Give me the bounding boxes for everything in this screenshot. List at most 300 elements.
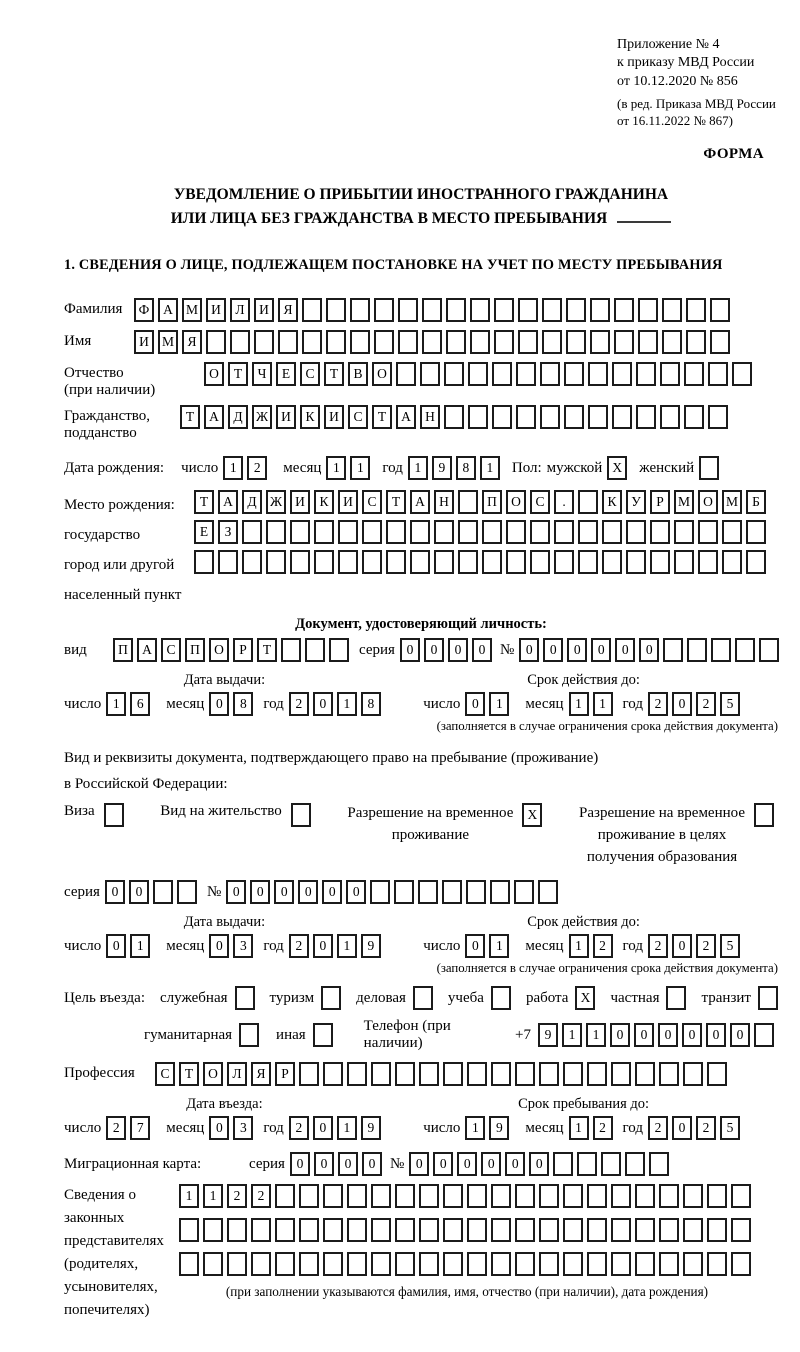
- char-cell[interactable]: Д: [242, 490, 262, 514]
- char-cell[interactable]: [587, 1062, 607, 1086]
- char-cell[interactable]: [374, 298, 394, 322]
- char-cell[interactable]: [491, 1218, 511, 1242]
- char-cell[interactable]: [602, 550, 622, 574]
- char-cell[interactable]: 1: [569, 692, 589, 716]
- char-cell[interactable]: [290, 550, 310, 574]
- char-cell[interactable]: [515, 1184, 535, 1208]
- char-cell[interactable]: [467, 1218, 487, 1242]
- char-cell[interactable]: 1: [179, 1184, 199, 1208]
- char-cell[interactable]: [518, 330, 538, 354]
- char-cell[interactable]: 0: [465, 692, 485, 716]
- char-cell[interactable]: 0: [481, 1152, 501, 1176]
- char-cell[interactable]: [564, 405, 584, 429]
- char-cell[interactable]: [746, 520, 766, 544]
- char-cell[interactable]: [614, 330, 634, 354]
- char-cell[interactable]: П: [482, 490, 502, 514]
- char-cell[interactable]: 6: [130, 692, 150, 716]
- char-cell[interactable]: 2: [696, 1116, 716, 1140]
- char-cell[interactable]: [516, 362, 536, 386]
- char-cell[interactable]: .: [554, 490, 574, 514]
- char-cell[interactable]: [203, 1252, 223, 1276]
- char-cell[interactable]: [707, 1218, 727, 1242]
- char-cell[interactable]: [539, 1252, 559, 1276]
- char-cell[interactable]: [711, 638, 731, 662]
- char-cell[interactable]: [731, 1252, 751, 1276]
- char-cell[interactable]: Т: [257, 638, 277, 662]
- char-cell[interactable]: И: [324, 405, 344, 429]
- char-cell[interactable]: [554, 520, 574, 544]
- char-cell[interactable]: [590, 298, 610, 322]
- char-cell[interactable]: 1: [337, 692, 357, 716]
- char-cell[interactable]: [710, 298, 730, 322]
- char-cell[interactable]: [492, 405, 512, 429]
- char-cell[interactable]: 0: [338, 1152, 358, 1176]
- char-cell[interactable]: Т: [324, 362, 344, 386]
- char-cell[interactable]: А: [218, 490, 238, 514]
- char-cell[interactable]: [302, 330, 322, 354]
- char-cell[interactable]: 1: [106, 692, 126, 716]
- purpose-opt-work-checkbox[interactable]: X: [575, 986, 595, 1010]
- char-cell[interactable]: [482, 550, 502, 574]
- char-cell[interactable]: [638, 330, 658, 354]
- char-cell[interactable]: Ж: [266, 490, 286, 514]
- char-cell[interactable]: [698, 550, 718, 574]
- char-cell[interactable]: 0: [472, 638, 492, 662]
- char-cell[interactable]: 0: [543, 638, 563, 662]
- char-cell[interactable]: [290, 520, 310, 544]
- char-cell[interactable]: [299, 1062, 319, 1086]
- char-cell[interactable]: [662, 298, 682, 322]
- purpose-opt-study-checkbox[interactable]: [491, 986, 511, 1010]
- char-cell[interactable]: [444, 405, 464, 429]
- char-cell[interactable]: [611, 1062, 631, 1086]
- char-cell[interactable]: [563, 1218, 583, 1242]
- char-cell[interactable]: [577, 1152, 597, 1176]
- char-cell[interactable]: [314, 520, 334, 544]
- char-cell[interactable]: [587, 1252, 607, 1276]
- char-cell[interactable]: А: [204, 405, 224, 429]
- char-cell[interactable]: А: [410, 490, 430, 514]
- char-cell[interactable]: 2: [648, 692, 668, 716]
- char-cell[interactable]: 0: [433, 1152, 453, 1176]
- char-cell[interactable]: [625, 1152, 645, 1176]
- char-cell[interactable]: [299, 1218, 319, 1242]
- char-cell[interactable]: 1: [593, 692, 613, 716]
- char-cell[interactable]: 2: [251, 1184, 271, 1208]
- char-cell[interactable]: [443, 1252, 463, 1276]
- char-cell[interactable]: [722, 520, 742, 544]
- char-cell[interactable]: М: [674, 490, 694, 514]
- char-cell[interactable]: [347, 1062, 367, 1086]
- char-cell[interactable]: [446, 330, 466, 354]
- char-cell[interactable]: 2: [289, 692, 309, 716]
- char-cell[interactable]: 2: [106, 1116, 126, 1140]
- char-cell[interactable]: Т: [372, 405, 392, 429]
- char-cell[interactable]: 1: [203, 1184, 223, 1208]
- char-cell[interactable]: [636, 405, 656, 429]
- char-cell[interactable]: [410, 520, 430, 544]
- char-cell[interactable]: [362, 520, 382, 544]
- char-cell[interactable]: Л: [227, 1062, 247, 1086]
- purpose-opt-private-checkbox[interactable]: [666, 986, 686, 1010]
- char-cell[interactable]: М: [722, 490, 742, 514]
- char-cell[interactable]: [395, 1062, 415, 1086]
- char-cell[interactable]: 1: [326, 456, 346, 480]
- char-cell[interactable]: [578, 550, 598, 574]
- char-cell[interactable]: [612, 362, 632, 386]
- char-cell[interactable]: [698, 520, 718, 544]
- char-cell[interactable]: [323, 1252, 343, 1276]
- char-cell[interactable]: 2: [247, 456, 267, 480]
- char-cell[interactable]: [538, 880, 558, 904]
- char-cell[interactable]: О: [209, 638, 229, 662]
- char-cell[interactable]: [299, 1252, 319, 1276]
- char-cell[interactable]: 0: [529, 1152, 549, 1176]
- char-cell[interactable]: 0: [706, 1023, 726, 1047]
- char-cell[interactable]: Я: [278, 298, 298, 322]
- char-cell[interactable]: 9: [489, 1116, 509, 1140]
- char-cell[interactable]: [578, 520, 598, 544]
- char-cell[interactable]: Т: [179, 1062, 199, 1086]
- char-cell[interactable]: [466, 880, 486, 904]
- char-cell[interactable]: [218, 550, 238, 574]
- char-cell[interactable]: [347, 1252, 367, 1276]
- char-cell[interactable]: [305, 638, 325, 662]
- char-cell[interactable]: [683, 1062, 703, 1086]
- char-cell[interactable]: [386, 550, 406, 574]
- char-cell[interactable]: [660, 362, 680, 386]
- char-cell[interactable]: [635, 1252, 655, 1276]
- char-cell[interactable]: 8: [233, 692, 253, 716]
- char-cell[interactable]: [177, 880, 197, 904]
- char-cell[interactable]: 0: [106, 934, 126, 958]
- char-cell[interactable]: 0: [105, 880, 125, 904]
- purpose-opt-transit-checkbox[interactable]: [758, 986, 778, 1010]
- char-cell[interactable]: 2: [648, 934, 668, 958]
- char-cell[interactable]: 0: [672, 1116, 692, 1140]
- char-cell[interactable]: [394, 880, 414, 904]
- char-cell[interactable]: [395, 1184, 415, 1208]
- char-cell[interactable]: [326, 298, 346, 322]
- sex-male-checkbox[interactable]: X: [607, 456, 627, 480]
- char-cell[interactable]: [398, 330, 418, 354]
- char-cell[interactable]: [194, 550, 214, 574]
- char-cell[interactable]: [422, 330, 442, 354]
- char-cell[interactable]: [566, 330, 586, 354]
- char-cell[interactable]: 0: [639, 638, 659, 662]
- char-cell[interactable]: [708, 362, 728, 386]
- char-cell[interactable]: 2: [593, 934, 613, 958]
- char-cell[interactable]: 9: [538, 1023, 558, 1047]
- residence-permit-checkbox[interactable]: [291, 803, 311, 827]
- char-cell[interactable]: [722, 550, 742, 574]
- char-cell[interactable]: И: [206, 298, 226, 322]
- char-cell[interactable]: 1: [223, 456, 243, 480]
- char-cell[interactable]: [650, 520, 670, 544]
- char-cell[interactable]: Р: [275, 1062, 295, 1086]
- char-cell[interactable]: 0: [209, 692, 229, 716]
- char-cell[interactable]: А: [158, 298, 178, 322]
- char-cell[interactable]: Н: [420, 405, 440, 429]
- char-cell[interactable]: [564, 362, 584, 386]
- char-cell[interactable]: [374, 330, 394, 354]
- char-cell[interactable]: [323, 1184, 343, 1208]
- char-cell[interactable]: [468, 362, 488, 386]
- char-cell[interactable]: [578, 490, 598, 514]
- char-cell[interactable]: [518, 298, 538, 322]
- char-cell[interactable]: [410, 550, 430, 574]
- char-cell[interactable]: С: [530, 490, 550, 514]
- char-cell[interactable]: [735, 638, 755, 662]
- char-cell[interactable]: [350, 298, 370, 322]
- char-cell[interactable]: [281, 638, 301, 662]
- char-cell[interactable]: [732, 362, 752, 386]
- char-cell[interactable]: У: [626, 490, 646, 514]
- char-cell[interactable]: [731, 1218, 751, 1242]
- char-cell[interactable]: 2: [227, 1184, 247, 1208]
- char-cell[interactable]: [251, 1252, 271, 1276]
- char-cell[interactable]: С: [348, 405, 368, 429]
- char-cell[interactable]: 0: [591, 638, 611, 662]
- char-cell[interactable]: [470, 330, 490, 354]
- char-cell[interactable]: [302, 298, 322, 322]
- purpose-opt-commercial-checkbox[interactable]: [413, 986, 433, 1010]
- char-cell[interactable]: [278, 330, 298, 354]
- char-cell[interactable]: [227, 1252, 247, 1276]
- char-cell[interactable]: [659, 1184, 679, 1208]
- char-cell[interactable]: 5: [720, 692, 740, 716]
- char-cell[interactable]: И: [254, 298, 274, 322]
- char-cell[interactable]: [227, 1218, 247, 1242]
- char-cell[interactable]: О: [506, 490, 526, 514]
- char-cell[interactable]: Р: [233, 638, 253, 662]
- char-cell[interactable]: [674, 550, 694, 574]
- char-cell[interactable]: [686, 330, 706, 354]
- char-cell[interactable]: [683, 1218, 703, 1242]
- char-cell[interactable]: [230, 330, 250, 354]
- char-cell[interactable]: 8: [361, 692, 381, 716]
- char-cell[interactable]: [396, 362, 416, 386]
- temp-residence-checkbox[interactable]: X: [522, 803, 542, 827]
- char-cell[interactable]: [587, 1218, 607, 1242]
- char-cell[interactable]: [275, 1218, 295, 1242]
- purpose-opt-humanitarian-checkbox[interactable]: [239, 1023, 259, 1047]
- char-cell[interactable]: [326, 330, 346, 354]
- char-cell[interactable]: 0: [424, 638, 444, 662]
- char-cell[interactable]: [458, 490, 478, 514]
- char-cell[interactable]: [611, 1252, 631, 1276]
- char-cell[interactable]: [635, 1218, 655, 1242]
- char-cell[interactable]: [434, 520, 454, 544]
- char-cell[interactable]: Ф: [134, 298, 154, 322]
- char-cell[interactable]: 0: [298, 880, 318, 904]
- char-cell[interactable]: 9: [361, 1116, 381, 1140]
- char-cell[interactable]: 0: [250, 880, 270, 904]
- char-cell[interactable]: 0: [610, 1023, 630, 1047]
- char-cell[interactable]: [467, 1062, 487, 1086]
- char-cell[interactable]: [362, 550, 382, 574]
- char-cell[interactable]: 3: [233, 934, 253, 958]
- char-cell[interactable]: О: [372, 362, 392, 386]
- char-cell[interactable]: [707, 1252, 727, 1276]
- char-cell[interactable]: 2: [696, 934, 716, 958]
- char-cell[interactable]: [674, 520, 694, 544]
- char-cell[interactable]: [323, 1062, 343, 1086]
- char-cell[interactable]: [638, 298, 658, 322]
- char-cell[interactable]: [242, 550, 262, 574]
- char-cell[interactable]: [323, 1218, 343, 1242]
- char-cell[interactable]: [506, 520, 526, 544]
- char-cell[interactable]: [443, 1184, 463, 1208]
- char-cell[interactable]: 0: [209, 1116, 229, 1140]
- char-cell[interactable]: [338, 520, 358, 544]
- char-cell[interactable]: [650, 550, 670, 574]
- char-cell[interactable]: 0: [457, 1152, 477, 1176]
- purpose-opt-tourism-checkbox[interactable]: [321, 986, 341, 1010]
- char-cell[interactable]: [398, 298, 418, 322]
- char-cell[interactable]: [434, 550, 454, 574]
- char-cell[interactable]: [563, 1252, 583, 1276]
- char-cell[interactable]: [491, 1252, 511, 1276]
- char-cell[interactable]: 1: [337, 934, 357, 958]
- char-cell[interactable]: 9: [432, 456, 452, 480]
- char-cell[interactable]: [422, 298, 442, 322]
- char-cell[interactable]: [419, 1252, 439, 1276]
- char-cell[interactable]: [329, 638, 349, 662]
- char-cell[interactable]: 0: [226, 880, 246, 904]
- char-cell[interactable]: [530, 520, 550, 544]
- char-cell[interactable]: Ч: [252, 362, 272, 386]
- char-cell[interactable]: [491, 1062, 511, 1086]
- char-cell[interactable]: [494, 298, 514, 322]
- char-cell[interactable]: [626, 520, 646, 544]
- char-cell[interactable]: 0: [634, 1023, 654, 1047]
- char-cell[interactable]: 7: [130, 1116, 150, 1140]
- char-cell[interactable]: [683, 1184, 703, 1208]
- char-cell[interactable]: 5: [720, 934, 740, 958]
- char-cell[interactable]: [515, 1252, 535, 1276]
- char-cell[interactable]: [684, 362, 704, 386]
- char-cell[interactable]: О: [698, 490, 718, 514]
- visa-checkbox[interactable]: [104, 803, 124, 827]
- char-cell[interactable]: Д: [228, 405, 248, 429]
- char-cell[interactable]: [206, 330, 226, 354]
- char-cell[interactable]: 0: [346, 880, 366, 904]
- char-cell[interactable]: [659, 1062, 679, 1086]
- char-cell[interactable]: Н: [434, 490, 454, 514]
- char-cell[interactable]: [611, 1218, 631, 1242]
- char-cell[interactable]: Е: [194, 520, 214, 544]
- char-cell[interactable]: К: [300, 405, 320, 429]
- sex-female-checkbox[interactable]: [699, 456, 719, 480]
- char-cell[interactable]: [649, 1152, 669, 1176]
- char-cell[interactable]: [540, 362, 560, 386]
- char-cell[interactable]: [395, 1252, 415, 1276]
- char-cell[interactable]: 0: [658, 1023, 678, 1047]
- char-cell[interactable]: 0: [505, 1152, 525, 1176]
- char-cell[interactable]: 0: [615, 638, 635, 662]
- char-cell[interactable]: [614, 298, 634, 322]
- char-cell[interactable]: [759, 638, 779, 662]
- char-cell[interactable]: [514, 880, 534, 904]
- char-cell[interactable]: [467, 1252, 487, 1276]
- char-cell[interactable]: [458, 550, 478, 574]
- char-cell[interactable]: [275, 1252, 295, 1276]
- char-cell[interactable]: 5: [720, 1116, 740, 1140]
- char-cell[interactable]: [710, 330, 730, 354]
- char-cell[interactable]: [314, 550, 334, 574]
- char-cell[interactable]: [601, 1152, 621, 1176]
- char-cell[interactable]: 1: [569, 1116, 589, 1140]
- char-cell[interactable]: [707, 1184, 727, 1208]
- char-cell[interactable]: 0: [400, 638, 420, 662]
- purpose-opt-business-checkbox[interactable]: [235, 986, 255, 1010]
- char-cell[interactable]: 0: [567, 638, 587, 662]
- char-cell[interactable]: [539, 1218, 559, 1242]
- char-cell[interactable]: [242, 520, 262, 544]
- char-cell[interactable]: [266, 550, 286, 574]
- char-cell[interactable]: [420, 362, 440, 386]
- char-cell[interactable]: 0: [290, 1152, 310, 1176]
- char-cell[interactable]: К: [602, 490, 622, 514]
- char-cell[interactable]: [663, 638, 683, 662]
- char-cell[interactable]: [371, 1062, 391, 1086]
- char-cell[interactable]: 1: [562, 1023, 582, 1047]
- char-cell[interactable]: [470, 298, 490, 322]
- char-cell[interactable]: [490, 880, 510, 904]
- char-cell[interactable]: [659, 1252, 679, 1276]
- char-cell[interactable]: 0: [448, 638, 468, 662]
- char-cell[interactable]: [746, 550, 766, 574]
- char-cell[interactable]: 0: [314, 1152, 334, 1176]
- char-cell[interactable]: [612, 405, 632, 429]
- char-cell[interactable]: [370, 880, 390, 904]
- char-cell[interactable]: [515, 1218, 535, 1242]
- char-cell[interactable]: [636, 362, 656, 386]
- char-cell[interactable]: Р: [650, 490, 670, 514]
- char-cell[interactable]: [611, 1184, 631, 1208]
- char-cell[interactable]: [386, 520, 406, 544]
- char-cell[interactable]: 0: [519, 638, 539, 662]
- char-cell[interactable]: И: [134, 330, 154, 354]
- char-cell[interactable]: [687, 638, 707, 662]
- char-cell[interactable]: 0: [682, 1023, 702, 1047]
- char-cell[interactable]: 0: [730, 1023, 750, 1047]
- char-cell[interactable]: [660, 405, 680, 429]
- char-cell[interactable]: 2: [696, 692, 716, 716]
- char-cell[interactable]: [338, 550, 358, 574]
- char-cell[interactable]: [275, 1184, 295, 1208]
- char-cell[interactable]: А: [396, 405, 416, 429]
- char-cell[interactable]: 0: [672, 692, 692, 716]
- char-cell[interactable]: [684, 405, 704, 429]
- char-cell[interactable]: [492, 362, 512, 386]
- char-cell[interactable]: 0: [409, 1152, 429, 1176]
- char-cell[interactable]: [587, 1184, 607, 1208]
- char-cell[interactable]: [542, 298, 562, 322]
- char-cell[interactable]: М: [182, 298, 202, 322]
- char-cell[interactable]: И: [276, 405, 296, 429]
- char-cell[interactable]: [446, 298, 466, 322]
- char-cell[interactable]: 1: [489, 934, 509, 958]
- char-cell[interactable]: [659, 1218, 679, 1242]
- char-cell[interactable]: Я: [182, 330, 202, 354]
- char-cell[interactable]: [299, 1184, 319, 1208]
- char-cell[interactable]: [418, 880, 438, 904]
- char-cell[interactable]: 0: [129, 880, 149, 904]
- char-cell[interactable]: 1: [350, 456, 370, 480]
- char-cell[interactable]: 0: [672, 934, 692, 958]
